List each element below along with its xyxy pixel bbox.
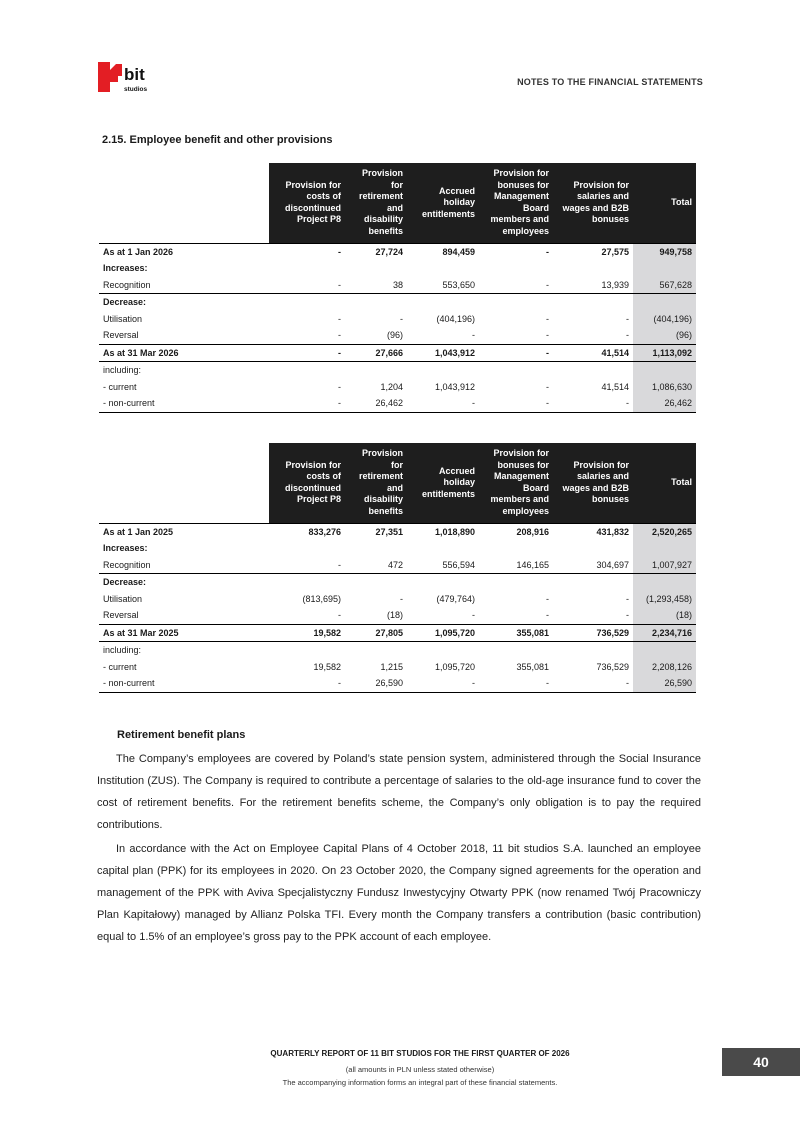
value-cell xyxy=(345,294,407,311)
row-label: Reversal xyxy=(103,330,139,341)
row-label: - current xyxy=(103,381,137,392)
retirement-plans-title: Retirement benefit plans xyxy=(117,729,246,741)
table-row xyxy=(99,540,696,557)
value-cell: - xyxy=(400,313,403,324)
row-label: - non-current xyxy=(99,675,269,692)
footer-currency-note: (all amounts in PLN unless stated otherwise) xyxy=(345,1065,495,1074)
value-cell: 431,832 xyxy=(553,523,633,540)
value-cell: 553,650 xyxy=(442,279,475,290)
total-cell: (96) xyxy=(633,327,696,344)
total-cell: 2,520,265 xyxy=(633,523,696,540)
value-cell: 833,276 xyxy=(269,523,345,540)
value-cell xyxy=(553,294,633,311)
value-cell: 472 xyxy=(387,559,403,570)
value-cell xyxy=(269,362,345,379)
value-cell: (404,196) xyxy=(436,313,475,324)
value-cell: - xyxy=(338,313,341,324)
value-cell: 208,916 xyxy=(479,523,553,540)
total-cell: (18) xyxy=(633,607,696,624)
svg-text:bit: bit xyxy=(124,65,145,84)
value-cell: 355,081 xyxy=(516,661,549,672)
total-cell: 2,234,716 xyxy=(633,624,696,642)
table-row xyxy=(99,591,696,608)
table-row xyxy=(99,659,696,676)
value-cell: 304,697 xyxy=(596,559,629,570)
row-label: Decrease: xyxy=(99,574,269,591)
table-row xyxy=(99,260,696,277)
value-cell: - xyxy=(472,330,475,341)
value-cell: (813,695) xyxy=(302,593,341,604)
value-cell: - xyxy=(407,675,479,692)
value-cell: - xyxy=(472,610,475,621)
value-cell: 1,204 xyxy=(380,381,403,392)
value-cell xyxy=(553,260,633,277)
value-cell: 27,351 xyxy=(345,523,407,540)
provisions-table-2026 xyxy=(99,163,696,413)
value-cell: - xyxy=(553,395,633,412)
value-cell xyxy=(553,540,633,557)
table-row xyxy=(99,523,696,540)
value-cell: 355,081 xyxy=(479,624,553,642)
value-cell: 41,514 xyxy=(553,344,633,362)
row-label: Recognition xyxy=(103,279,151,290)
table-row xyxy=(99,277,696,294)
value-cell: 1,095,720 xyxy=(434,661,475,672)
value-cell xyxy=(345,362,407,379)
total-cell: 26,462 xyxy=(633,395,696,412)
value-cell: 146,165 xyxy=(516,559,549,570)
value-cell: - xyxy=(553,675,633,692)
value-cell xyxy=(407,294,479,311)
row-label: including: xyxy=(99,642,269,659)
row-label: As at 31 Mar 2026 xyxy=(99,344,269,362)
value-cell: - xyxy=(546,313,549,324)
footer-disclaimer: The accompanying information forms an integral part of these financial statements. xyxy=(282,1078,558,1087)
table-row xyxy=(99,607,696,624)
col-header-bonuses-board: Provision for bonuses for Management Board members and employees xyxy=(479,163,553,243)
retirement-paragraph-1: The Company’s employees are covered by Poland’s state pension system, administered through the Social Insurance Institution (ZUS). The Company is required to contribute a percentage of salaries to the old-age insurance fund to cover the cost of retirement benefits. For the retirement benefits scheme, the Company’s only obligation is to pay the required contributions. xyxy=(97,753,701,831)
header-blank xyxy=(99,163,269,243)
value-cell: 27,575 xyxy=(553,243,633,260)
total-cell: 2,208,126 xyxy=(633,659,696,676)
value-cell: - xyxy=(546,610,549,621)
total-cell: 567,628 xyxy=(633,277,696,294)
value-cell xyxy=(407,260,479,277)
total-cell: 949,758 xyxy=(633,243,696,260)
value-cell: - xyxy=(338,610,341,621)
value-cell xyxy=(269,260,345,277)
value-cell xyxy=(407,574,479,591)
table-row xyxy=(99,362,696,379)
value-cell: - xyxy=(479,675,553,692)
table-row xyxy=(99,624,696,642)
row-label: - current xyxy=(103,661,137,672)
value-cell: 894,459 xyxy=(407,243,479,260)
col-header-retirement: Provision for retirement and disability benefits xyxy=(345,443,407,523)
value-cell: 556,594 xyxy=(442,559,475,570)
total-cell xyxy=(633,260,696,277)
value-cell: - xyxy=(546,279,549,290)
provisions-table-2025 xyxy=(99,443,696,693)
value-cell xyxy=(479,260,553,277)
value-cell: - xyxy=(400,593,403,604)
table-row xyxy=(99,379,696,396)
value-cell: - xyxy=(338,559,341,570)
value-cell: - xyxy=(626,330,629,341)
value-cell xyxy=(479,362,553,379)
col-header-salaries-b2b: Provision for salaries and wages and B2B bonuses xyxy=(553,443,633,523)
value-cell: - xyxy=(407,395,479,412)
value-cell xyxy=(553,574,633,591)
row-label: Decrease: xyxy=(99,294,269,311)
value-cell: 736,529 xyxy=(596,661,629,672)
total-cell: (404,196) xyxy=(633,311,696,328)
value-cell: - xyxy=(546,330,549,341)
total-cell: 1,113,092 xyxy=(633,344,696,362)
row-label: Increases: xyxy=(103,543,148,554)
value-cell: - xyxy=(546,381,549,392)
table-row xyxy=(99,294,696,311)
value-cell xyxy=(407,362,479,379)
total-cell: 1,086,630 xyxy=(633,379,696,396)
col-header-bonuses-board: Provision for bonuses for Management Board members and employees xyxy=(479,443,553,523)
total-cell xyxy=(633,540,696,557)
total-cell xyxy=(633,362,696,379)
company-logo xyxy=(96,58,160,96)
total-cell xyxy=(633,642,696,659)
value-cell xyxy=(345,260,407,277)
value-cell: 27,805 xyxy=(345,624,407,642)
value-cell: 26,590 xyxy=(345,675,407,692)
value-cell: - xyxy=(626,313,629,324)
value-cell xyxy=(407,642,479,659)
svg-text:studios: studios xyxy=(124,86,148,93)
value-cell: 27,724 xyxy=(345,243,407,260)
col-header-holiday: Accrued holiday entitlements xyxy=(407,443,479,523)
value-cell: 13,939 xyxy=(601,279,629,290)
page-number: 40 xyxy=(722,1048,800,1076)
value-cell xyxy=(479,294,553,311)
col-header-salaries-b2b: Provision for salaries and wages and B2B bonuses xyxy=(553,163,633,243)
value-cell xyxy=(269,574,345,591)
value-cell xyxy=(479,540,553,557)
col-header-total: Total xyxy=(633,443,696,523)
value-cell: - xyxy=(338,279,341,290)
value-cell: 1,215 xyxy=(380,661,403,672)
col-header-project-p8: Provision for costs of discontinued Project P8 xyxy=(269,443,345,523)
table-row xyxy=(99,642,696,659)
value-cell xyxy=(269,540,345,557)
value-cell xyxy=(269,294,345,311)
row-label: - non-current xyxy=(99,395,269,412)
table-row xyxy=(99,344,696,362)
value-cell xyxy=(269,642,345,659)
value-cell: - xyxy=(479,243,553,260)
value-cell: - xyxy=(338,330,341,341)
value-cell: - xyxy=(269,344,345,362)
value-cell: - xyxy=(269,243,345,260)
page-header-title: NOTES TO THE FINANCIAL STATEMENTS xyxy=(517,77,703,87)
row-label: As at 1 Jan 2026 xyxy=(99,243,269,260)
section-title: 2.15. Employee benefit and other provisions xyxy=(102,134,333,146)
total-cell xyxy=(633,294,696,311)
table-row xyxy=(99,327,696,344)
value-cell: (96) xyxy=(386,330,403,341)
total-cell: 26,590 xyxy=(633,675,696,692)
total-cell: 1,007,927 xyxy=(633,557,696,574)
total-cell xyxy=(633,574,696,591)
value-cell xyxy=(553,362,633,379)
value-cell: - xyxy=(626,610,629,621)
value-cell: 19,582 xyxy=(313,661,341,672)
value-cell: 41,514 xyxy=(601,381,629,392)
value-cell: 27,666 xyxy=(345,344,407,362)
value-cell: 19,582 xyxy=(269,624,345,642)
value-cell: (18) xyxy=(386,610,403,621)
row-label: As at 1 Jan 2025 xyxy=(99,523,269,540)
row-label: Reversal xyxy=(103,610,139,621)
value-cell xyxy=(479,574,553,591)
value-cell: 1,043,912 xyxy=(434,381,475,392)
value-cell: - xyxy=(546,593,549,604)
value-cell xyxy=(345,574,407,591)
value-cell xyxy=(479,642,553,659)
value-cell: 1,095,720 xyxy=(407,624,479,642)
value-cell xyxy=(345,642,407,659)
table-row xyxy=(99,395,696,412)
col-header-total: Total xyxy=(633,163,696,243)
value-cell xyxy=(407,540,479,557)
row-label: As at 31 Mar 2025 xyxy=(99,624,269,642)
value-cell: - xyxy=(479,344,553,362)
footer-report-title: QUARTERLY REPORT OF 11 BIT STUDIOS FOR THE FIRST QUARTER OF 2026 xyxy=(270,1049,570,1058)
header-blank xyxy=(99,443,269,523)
row-label: Increases: xyxy=(103,263,148,274)
total-cell: (1,293,458) xyxy=(633,591,696,608)
value-cell: 1,018,890 xyxy=(407,523,479,540)
row-label: Utilisation xyxy=(103,313,143,324)
table-row xyxy=(99,675,696,692)
col-header-retirement: Provision for retirement and disability benefits xyxy=(345,163,407,243)
value-cell xyxy=(553,642,633,659)
value-cell: 736,529 xyxy=(553,624,633,642)
row-label: including: xyxy=(99,362,269,379)
value-cell: - xyxy=(269,395,345,412)
col-header-holiday: Accrued holiday entitlements xyxy=(407,163,479,243)
value-cell: (479,764) xyxy=(436,593,475,604)
table-row xyxy=(99,243,696,260)
value-cell: 26,462 xyxy=(345,395,407,412)
value-cell: - xyxy=(626,593,629,604)
retirement-paragraph-2: In accordance with the Act on Employee Capital Plans of 4 October 2018, 11 bit studios S.A. launched an employee capital plan (PPK) for its employees in 2020. On 23 October 2020, the Company signed agreements for the operation and management of the PPK with Aviva Specjalistyczny Fundusz Inwestycyjny Otwarty PPK (now renamed Twój Pracowniczy Plan Kapitałowy) managed by Allianz Polska TFI. Every month the Company transfers a contribution (basic contribution) equal to 1.5% of an employee’s gross pay to the PPK account of each employee. xyxy=(97,843,701,943)
col-header-project-p8: Provision for costs of discontinued Project P8 xyxy=(269,163,345,243)
value-cell: 1,043,912 xyxy=(407,344,479,362)
value-cell: - xyxy=(338,381,341,392)
value-cell: - xyxy=(479,395,553,412)
value-cell: - xyxy=(269,675,345,692)
table-row xyxy=(99,557,696,574)
value-cell xyxy=(345,540,407,557)
value-cell: 38 xyxy=(392,279,403,290)
table-row xyxy=(99,574,696,591)
row-label: Utilisation xyxy=(103,593,143,604)
row-label: Recognition xyxy=(103,559,151,570)
table-row xyxy=(99,311,696,328)
